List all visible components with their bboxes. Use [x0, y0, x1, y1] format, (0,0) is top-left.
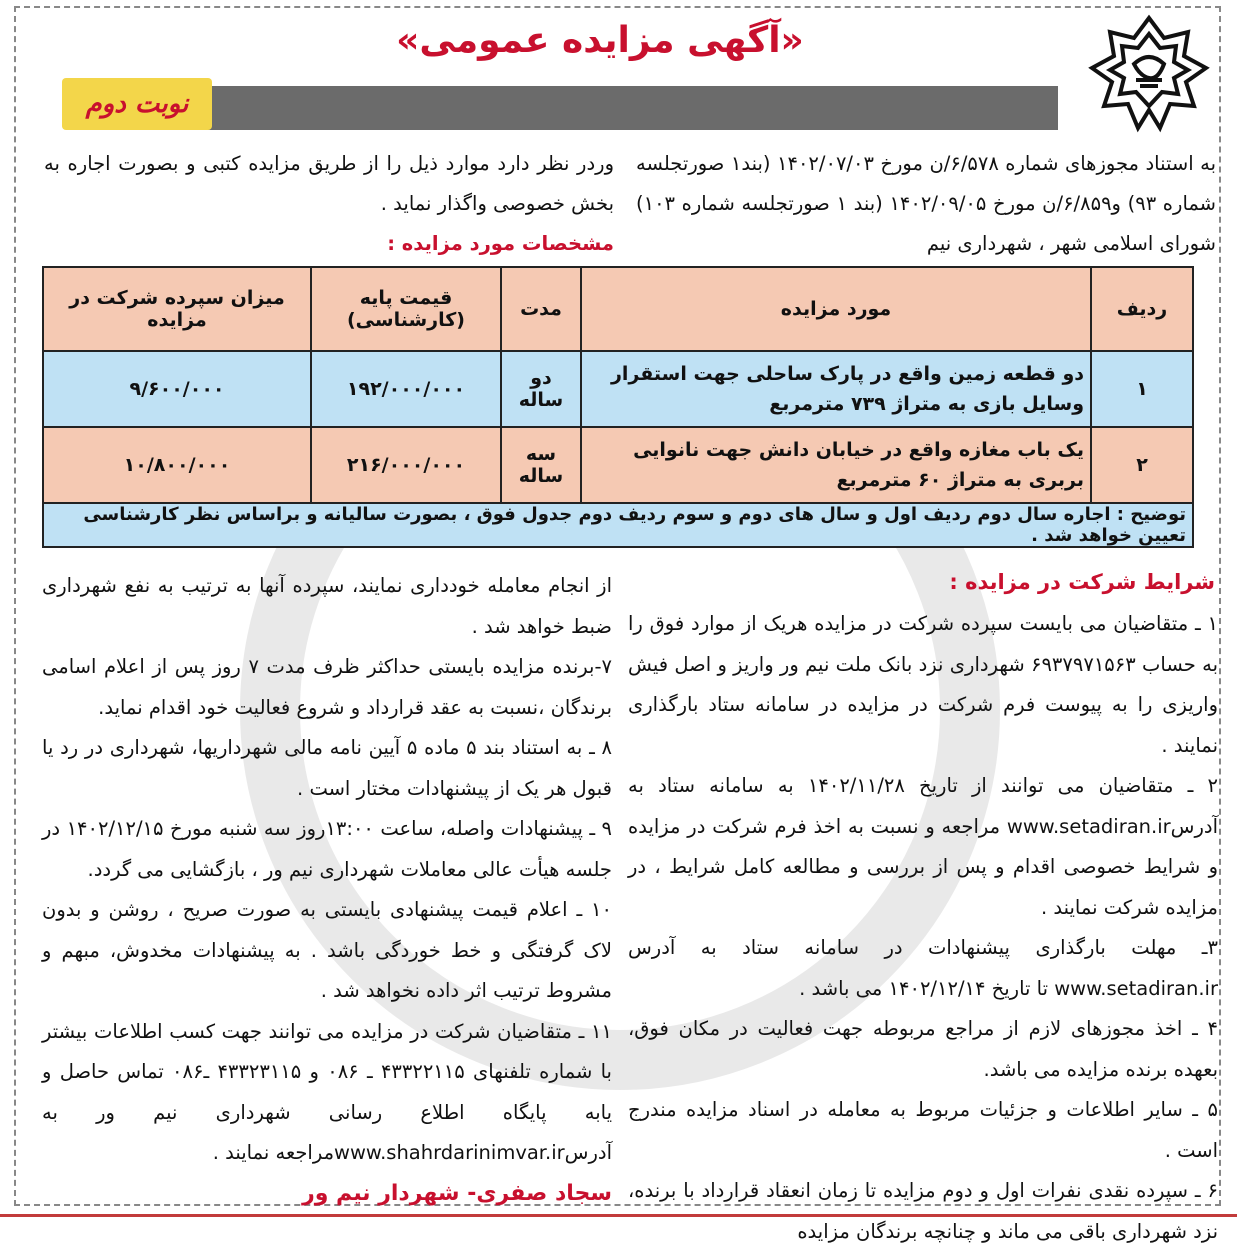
table-header-row — [43, 267, 1193, 351]
condition-item: ۴ ـ اخذ مجوزهای لازم از مراجع مربوطه جهت فعالیت در مکان فوق، بعهده برنده مزایده می باشد. — [628, 1017, 1218, 1081]
round-badge: نوبت دوم — [62, 78, 212, 130]
intro-right: به استناد مجوزهای شماره ۶/۵۷۸/ن مورخ ۱۴۰۲/۰۷/۰۳ (بند۱ صورتجلسه شماره ۹۳) و۶/۸۵۹/ن مورخ ۱۴۰۲/۰۹/۰۵ (بند ۱ صورتجلسه شماره ۱۰۳) شورای اسلامی شهر ، شهرداری نیم — [636, 152, 1216, 255]
table-row — [43, 427, 1193, 503]
condition-item: ۳ـ مهلت بارگذاری پیشنهادات در سامانه ستاد به آدرس www.setadiran.ir تا تاریخ ۱۴۰۲/۱۲/۱۴ می باشد . — [628, 936, 1218, 1000]
cell-base-price: ۱۹۲/۰۰۰/۰۰۰ — [311, 351, 501, 427]
specs-label: مشخصات مورد مزایده : — [387, 232, 614, 255]
cell-subject: یک باب مغازه واقع در خیابان دانش جهت نانوایی بربری به متراژ ۶۰ مترمربع — [581, 427, 1091, 503]
table-row — [43, 351, 1193, 427]
condition-item: ۱۱ ـ متقاضیان شرکت در مزایده می توانند جهت کسب اطلاعات بیشتر با شماره تلفنهای ۴۳۳۲۲۱۱۵ ـ ۰۸۶ و ۴۳۳۲۳۱۱۵ ـ۰۸۶ تماس حاصل و یابه پایگاه اطلاع رسانی شهرداری نیم ور به آدرسwww.shahrdarinimvar.irمراجعه نمایند . — [42, 1019, 612, 1164]
bottom-rule — [0, 1214, 1237, 1217]
conditions-right-column — [628, 604, 1218, 1252]
header-row-number: ردیف — [1091, 267, 1193, 351]
cell-duration: دو ساله — [501, 351, 581, 427]
cell-deposit: ۱۰/۸۰۰/۰۰۰ — [43, 427, 311, 503]
cell-subject: دو قطعه زمین واقع در پارک ساحلی جهت استقرار وسایل بازی به متراژ ۷۳۹ مترمربع — [581, 351, 1091, 427]
cell-base-price: ۲۱۶/۰۰۰/۰۰۰ — [311, 427, 501, 503]
condition-item: ۷-برنده مزایده بایستی حداکثر ظرف مدت ۷ روز پس از اعلام اسامی برندگان ،نسبت به عقد قرارداد و شروع فعالیت خود اقدام نماید. — [42, 655, 612, 719]
condition-item: ۶ ـ سپرده نقدی نفرات اول و دوم مزایده تا زمان انعقاد قرارداد با برنده، نزد شهرداری باقی می ماند و چنانچه برندگان مزایده — [628, 1179, 1218, 1243]
condition-item: ۱ ـ متقاضیان می بایست سپرده شرکت در مزایده هریک از موارد فوق را به حساب ۶۹۳۷۹۷۱۵۶۳ شهرداری نزد بانک ملت نیم ور واریز و اصل فیش واریزی را به پیوست فرم شرکت در مزایده در سامانه ستاد بارگذاری نمایند . — [628, 612, 1218, 757]
mayor-signature: سجاد صفری- شهردار نیم ور — [302, 1180, 612, 1206]
conditions-heading: شرایط شرکت در مزایده : — [949, 570, 1215, 594]
condition-item: ۹ ـ پیشنهادات واصله، ساعت ۱۳:۰۰روز سه شنبه مورخ ۱۴۰۲/۱۲/۱۵ در جلسه هیأت عالی معاملات شهرداری نیم ور ، بازگشایی می گردد. — [42, 817, 612, 881]
notice-title: «آگهی مزایده عمومی» — [396, 20, 804, 61]
condition-item: ۸ ـ به استناد بند ۵ ماده ۵ آیین نامه مالی شهرداریها، شهرداری در رد یا قبول هر یک از پیشنهادات مختار است . — [42, 736, 612, 800]
header-subject: مورد مزایده — [581, 267, 1091, 351]
condition-item: از انجام معامله خودداری نمایند، سپرده آنها به ترتیب به نفع شهرداری ضبط خواهد شد . — [42, 574, 612, 638]
condition-item: ۵ ـ سایر اطلاعات و جزئیات مربوط به معامله در اسناد مزایده مندرج است . — [628, 1098, 1218, 1162]
table-note: توضیح : اجاره سال دوم ردیف اول و سال های دوم و سوم ردیف دوم جدول فوق ، بصورت سالیانه و براساس نظر کارشناسی تعیین خواهد شد . — [43, 503, 1193, 547]
header-duration: مدت — [501, 267, 581, 351]
intro-left — [44, 144, 614, 264]
cell-row-number: ۲ — [1091, 427, 1193, 503]
conditions-left-column — [42, 566, 612, 1214]
cell-row-number: ۱ — [1091, 351, 1193, 427]
cell-duration: سه ساله — [501, 427, 581, 503]
auction-table — [42, 266, 1194, 548]
condition-item: ۲ ـ متقاضیان می توانند از تاریخ ۱۴۰۲/۱۱/۲۸ به سامانه ستاد به آدرسwww.setadiran.ir مراجعه و نسبت به اخذ فرم شرکت در مزایده و شرایط خصوصی اقدام و پس از بررسی و مطالعه کامل شرایط ، در مزایده شرکت نمایند . — [628, 774, 1218, 919]
municipality-logo-icon — [1078, 12, 1220, 142]
intro-left-text: وردر نظر دارد موارد ذیل را از طریق مزایده کتبی و بصورت اجاره به بخش خصوصی واگذار نماید . — [44, 152, 614, 215]
header-deposit: میزان سپرده شرکت در مزایده — [43, 267, 311, 351]
cell-deposit: ۹/۶۰۰/۰۰۰ — [43, 351, 311, 427]
table-note-row — [43, 503, 1193, 547]
header-bar — [170, 86, 1058, 130]
condition-item: ۱۰ ـ اعلام قیمت پیشنهادی بایستی به صورت صریح ، روشن و بدون لاک گرفتگی و خط خوردگی باشد . به پیشنهادات مخدوش، مبهم و مشروط ترتیب اثر داده نخواهد شد . — [42, 898, 612, 1002]
header-base-price: قیمت پایه (کارشناسی) — [311, 267, 501, 351]
